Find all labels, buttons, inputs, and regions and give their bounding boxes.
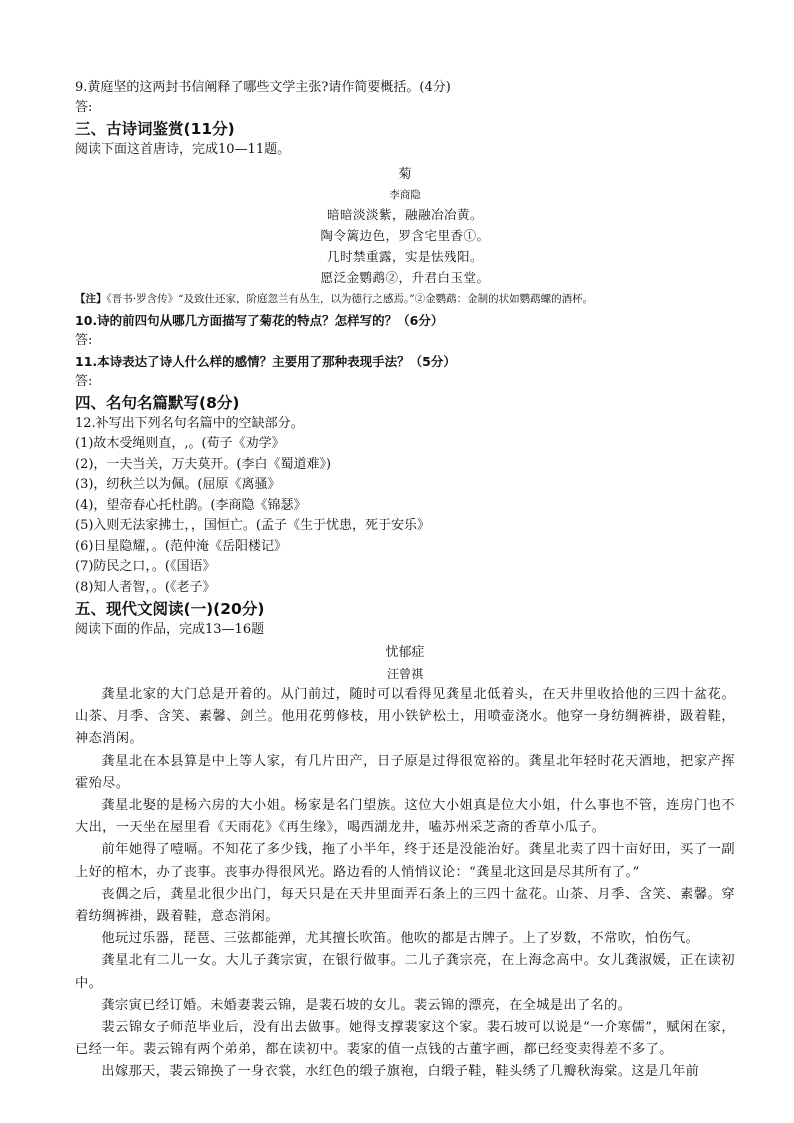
poem-line: 暗暗淡淡紫，融融冶冶黄。 <box>326 207 483 222</box>
question-11: 11.本诗表达了诗人什么样的感情？主要用了那种表现手法？（5分） <box>75 354 456 369</box>
fill-item: (8)知人者智，。(《老子》 <box>75 579 216 595</box>
answer-label: 答: <box>75 374 93 389</box>
poem-title: 菊 <box>398 167 412 182</box>
fill-item: (4)，望帝春心托杜鹃。(李商隐《锦瑟》 <box>75 497 307 513</box>
essay-paragraph: 出嫁那天，裴云锦换了一身衣裳，水红色的缎子旗袍，白缎子鞋，鞋头绣了几瓣秋海棠。这是几年前 <box>101 1064 700 1080</box>
fill-item: (3)，纫秋兰以为佩。(屈原《离骚》 <box>75 477 281 492</box>
answer-label: 答: <box>75 100 93 115</box>
recitation-instruction: 12.补写出下列名句名篇中的空缺部分。 <box>75 416 304 431</box>
fill-item: (5)入则无法家拂士，，国恒亡。(孟子《生于忧患，死于安乐》 <box>75 518 430 533</box>
fill-item: (1)故木受绳则直，,。(荀子《劝学》 <box>75 436 285 451</box>
poem-line: 几时禁重露，实是怯残阳。 <box>326 249 483 264</box>
fill-item: (7)防民之口，。(《国语》 <box>75 559 216 574</box>
question-10: 10.诗的前四句从哪几方面描写了菊花的特点？怎样写的？（6分） <box>75 313 444 328</box>
essay-paragraph: 前年她得了噎嗝。不知花了多少钱，拖了小半年，终于还是没能治好。龚星北卖了四十亩好田，买了一副上好的棺木，办了丧事。丧事办得很风光。路边看的人悄悄议论：“龚星北这回是尽其所有了。” <box>75 842 735 880</box>
essay-paragraph: 龚宗寅已经订婚。未婚妻裴云锦，是裴石坡的女儿。裴云锦的漂亮，在全城是出了名的。 <box>101 997 632 1013</box>
poem-author: 李商隐 <box>389 189 421 201</box>
fill-item: (6)日星隐耀，。(范仲淹《岳阳楼记》 <box>75 538 287 554</box>
essay-body <box>75 684 735 1084</box>
fill-item: (2)，一夫当关，万夫莫开。(李白《蜀道难》) <box>75 456 332 472</box>
essay-paragraph: 龚星北家的大门总是开着的。从门前过，随时可以看得见龚星北低着头，在天井里收拾他的三四十盆花。山茶、月季、含笑、素馨、剑兰。他用花剪修枝，用小铁铲松土，用喷壶浇水。他穿一身纺绸裤褂，趿着鞋，神态消闲。 <box>75 687 735 747</box>
answer-label: 答: <box>75 333 93 348</box>
reading-instruction: 阅读下面的作品，完成13—16题 <box>75 622 265 637</box>
essay-title: 忧郁症 <box>385 645 425 660</box>
poem-line: 陶令篱边色，罗含宅里香①。 <box>320 228 490 243</box>
essay-author: 汪曾祺 <box>386 667 423 681</box>
question-9: 9.黄庭坚的这两封书信阐释了哪些文学主张?请作简要概括。(4分) <box>75 80 451 95</box>
section-heading-poetry: 三、古诗词鉴赏(11分) <box>75 120 235 138</box>
document-page <box>75 78 735 1084</box>
poem-note <box>75 288 735 310</box>
poem-line: 愿泛金鹦鹉②，升君白玉堂。 <box>320 270 490 285</box>
poetry-instruction: 阅读下面这首唐诗，完成10—11题。 <box>75 142 291 157</box>
note-text: 《晋书·罗含传》“及致仕还家，阶庭忽兰有丛生，以为德行之感焉。”②金鹦鹉：金制的状如鹦鹉螺的酒杯。 <box>106 293 594 305</box>
note-tag: 【注】 <box>75 293 107 305</box>
essay-paragraph: 丧偶之后，龚星北很少出门，每天只是在天井里面弄石条上的三四十盆花。山茶、月季、含笑、素馨。穿着纺绸裤褂，趿着鞋，意态消闲。 <box>75 886 735 925</box>
essay-paragraph: 龚星北在本县算是中上等人家，有几片田产，日子原是过得很宽裕的。龚星北年轻时花天酒地，把家产挥霍殆尽。 <box>75 753 735 791</box>
essay-paragraph: 龚星北娶的是杨六房的大小姐。杨家是名门望族。这位大小姐真是位大小姐，什么事也不管，连房门也不大出，一天坐在屋里看《天雨花》《再生缘》，喝西湖龙井，嗑苏州采芝斋的香草小瓜子。 <box>75 798 735 836</box>
section-heading-recitation: 四、名句名篇默写(8分) <box>75 394 240 412</box>
essay-paragraph: 裴云锦女子师范毕业后，没有出去做事。她得支撑裴家这个家。裴石坡可以说是“一介寒儒”，赋闲在家，已经一年。裴云锦有两个弟弟，都在读初中。裴家的值一点钱的古董字画，都已经变卖得差不多了。 <box>75 1020 735 1058</box>
section-heading-reading: 五、现代文阅读(一)(20分) <box>75 600 265 618</box>
poem <box>75 164 735 288</box>
essay-paragraph: 他玩过乐器，琵琶、三弦都能弹，尤其擅长吹笛。他吹的都是古牌子。上了岁数，不常吹，怕伤气。 <box>101 931 700 947</box>
essay-paragraph: 龚星北有二儿一女。大儿子龚宗寅，在银行做事。二儿子龚宗亮，在上海念高中。女儿龚淑媛，正在读初中。 <box>75 953 735 991</box>
